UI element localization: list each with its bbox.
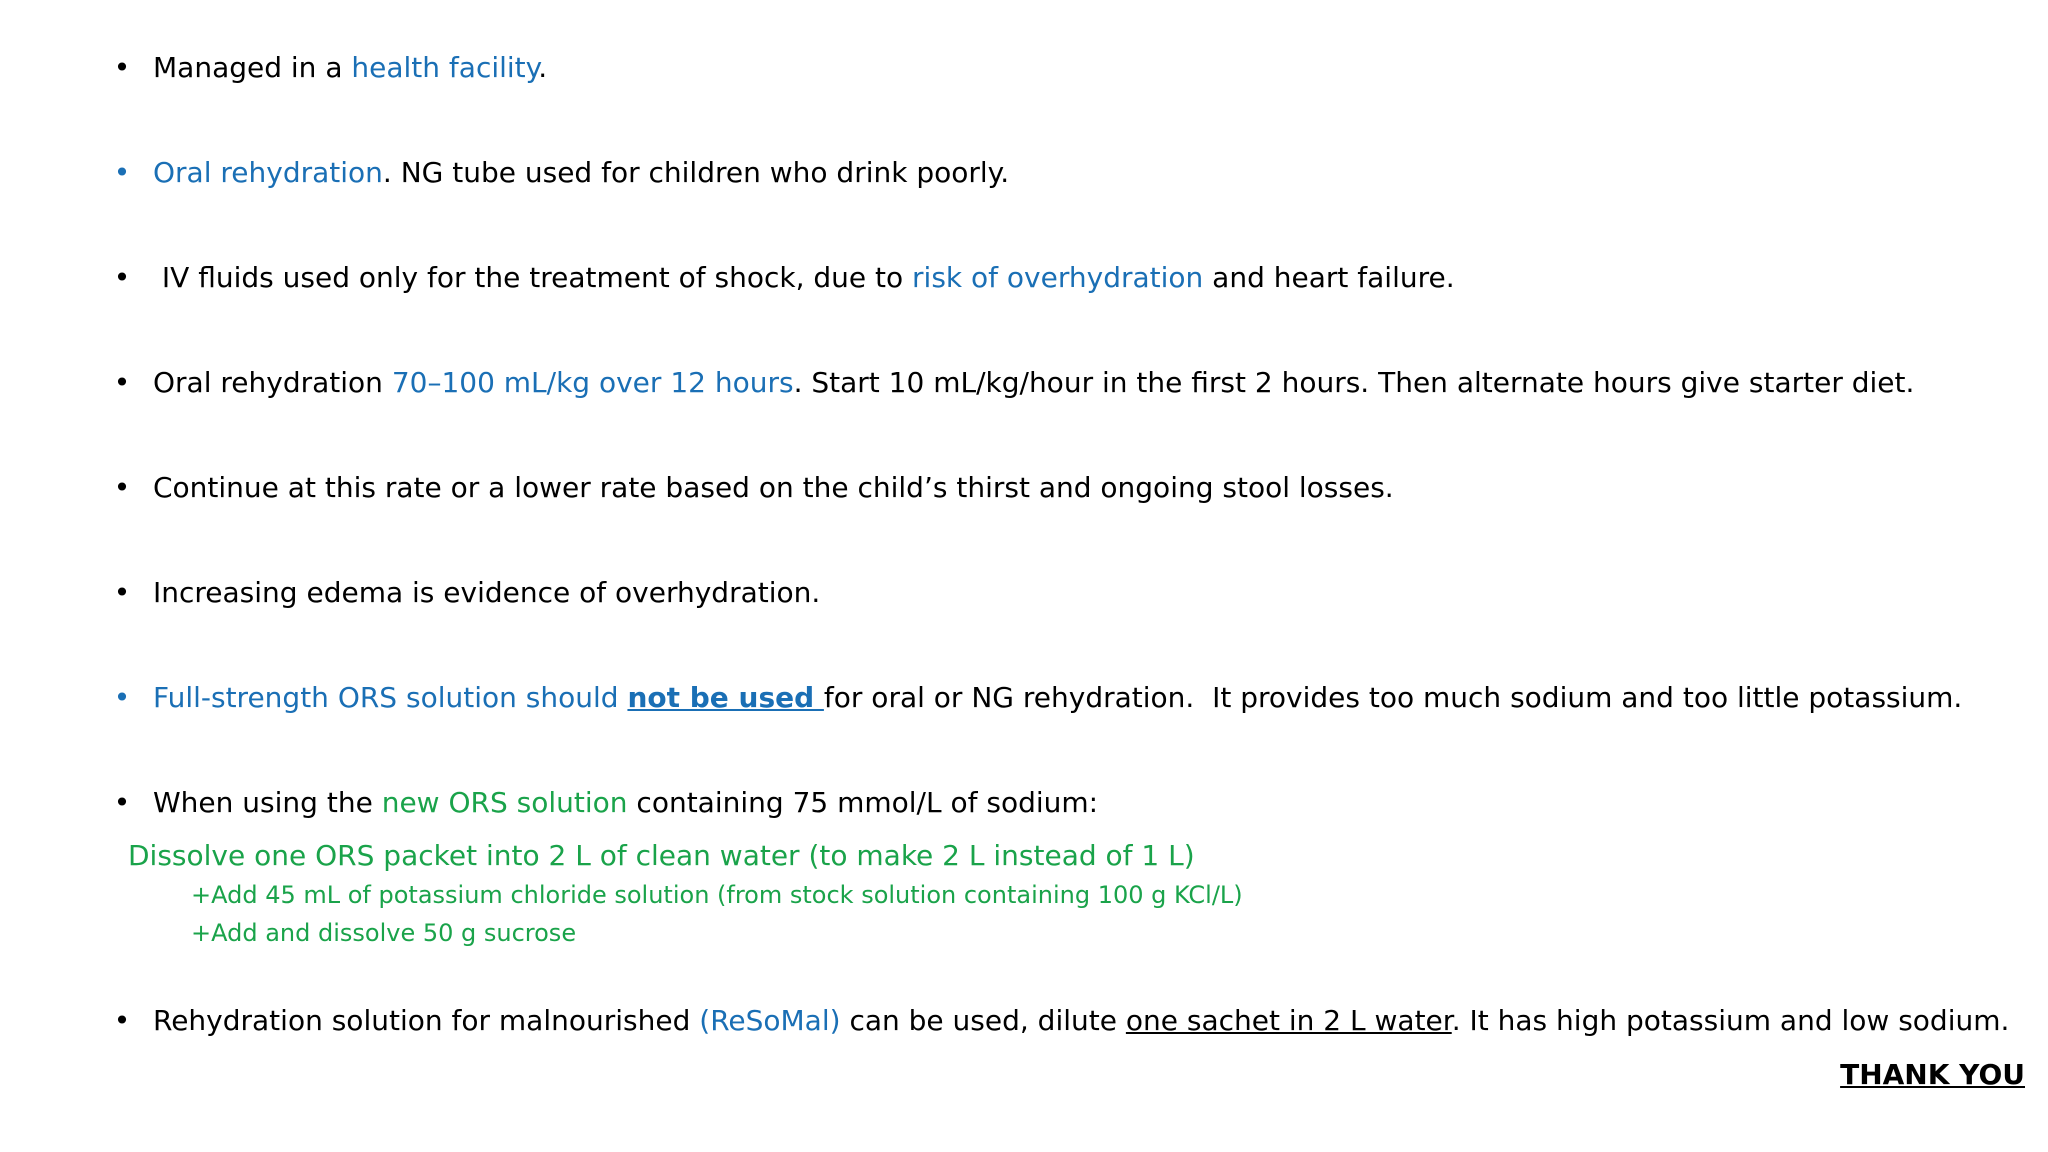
thank-you-text: THANK YOU: [1840, 1058, 2025, 1091]
text-segment: Rehydration solution for malnourished: [153, 1004, 700, 1037]
bullet-text: [153, 48, 547, 88]
text-segment: Increasing edema is evidence of overhydration.: [153, 576, 821, 609]
text-segment: . It has high potassium and low sodium.: [1451, 1004, 2010, 1037]
bullet-text: [153, 678, 1962, 718]
highlight-segment: Full-strength ORS solution should: [153, 681, 628, 714]
bullet-dot: •: [113, 576, 131, 609]
text-segment: containing 75 mmol/L of sodium:: [627, 786, 1099, 819]
text-segment: Oral rehydration: [153, 366, 392, 399]
text-segment: Continue at this rate or a lower rate based on the child’s thirst and ongoing stool losses.: [153, 471, 1394, 504]
ors-instruction-step-2: +Add and dissolve 50 g sucrose: [191, 919, 577, 947]
bullet-dot: •: [113, 156, 131, 189]
underlined-segment: one sachet in 2 L water: [1125, 1004, 1452, 1037]
text-segment: for oral or NG rehydration. It provides too much sodium and too little potassium.: [823, 681, 1963, 714]
bullet-text: [153, 783, 1098, 823]
bullet-dot: •: [113, 1004, 131, 1037]
text-segment: and heart failure.: [1203, 261, 1455, 294]
bullet-dot: •: [113, 786, 131, 819]
bullet-text: [153, 153, 1009, 193]
highlight-segment: 70–100 mL/kg over 12 hours: [391, 366, 794, 399]
highlight-segment: risk of overhydration: [912, 261, 1204, 294]
text-segment: Managed in a: [153, 51, 352, 84]
bullet-dot: •: [113, 366, 131, 399]
bullet-text: [153, 1001, 2009, 1041]
ors-instruction-main: Dissolve one ORS packet into 2 L of clean water (to make 2 L instead of 1 L): [128, 839, 1195, 872]
highlight-segment: Oral rehydration: [153, 156, 383, 189]
text-segment: . NG tube used for children who drink poorly.: [382, 156, 1010, 189]
text-segment: can be used, dilute: [840, 1004, 1126, 1037]
bullet-text: [153, 468, 1394, 508]
text-segment: When using the: [153, 786, 382, 819]
text-segment: .: [538, 51, 548, 84]
highlight-segment: (ReSoMal): [699, 1004, 841, 1037]
bullet-dot: •: [113, 681, 131, 714]
bullet-dot: •: [113, 471, 131, 504]
highlight-segment: new ORS solution: [381, 786, 628, 819]
text-segment: . Start 10 mL/kg/hour in the first 2 hours. Then alternate hours give starter diet.: [793, 366, 1915, 399]
emphasis-segment: not be used: [627, 681, 824, 714]
bullet-text: [153, 258, 1455, 298]
bullet-dot: •: [113, 261, 131, 294]
text-segment: IV fluids used only for the treatment of shock, due to: [153, 261, 913, 294]
bullet-text: [153, 363, 1914, 403]
highlight-segment: health facility: [351, 51, 539, 84]
bullet-dot: •: [113, 51, 131, 84]
bullet-text: [153, 573, 820, 613]
ors-instruction-step-1: +Add 45 mL of potassium chloride solution (from stock solution containing 100 g KCl/L): [191, 881, 1243, 909]
